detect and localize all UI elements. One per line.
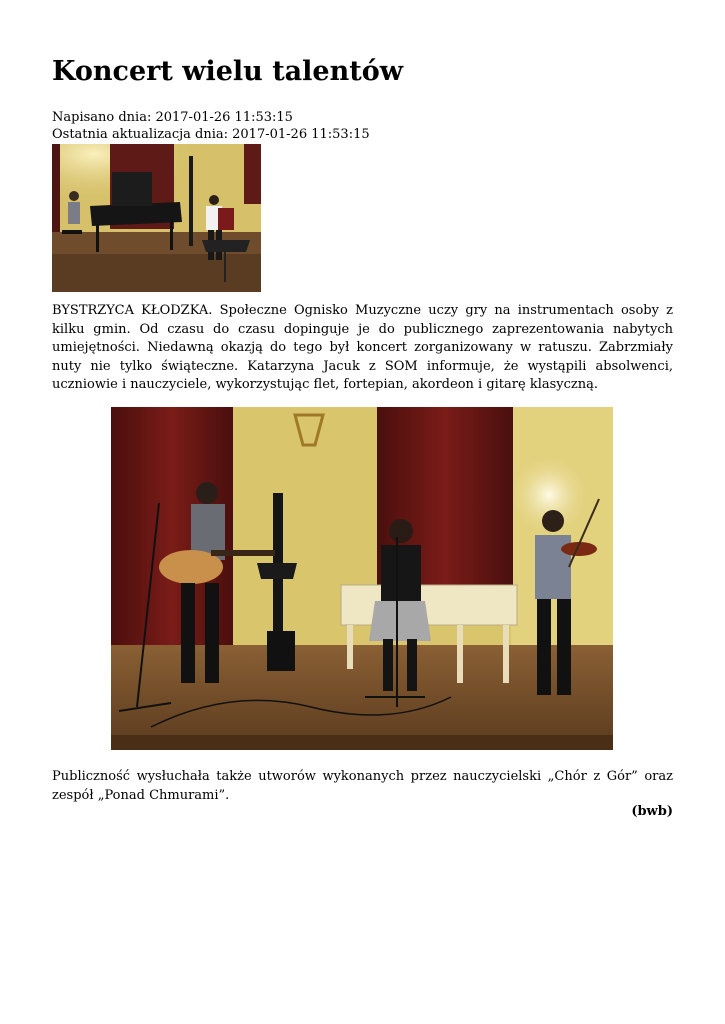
concert-photo-large [111,407,613,750]
article-paragraph: BYSTRZYCA KŁODZKA. Społeczne Ognisko Muzyczne uczy gry na instrumentach osoby z kilku gmin. Od czasu do czasu dopinguje je do publicznego zaprezentowania nabytych umiejętności. Niedawną okazją do tego był koncert zorganizowany w ratuszu. Zabrzmiały nuty nie tylko świąteczne. Katarzyna Jacuk z SOM informuje, że wystąpili absolwenci, uczniowie i nauczyciele, wykorzystując flet, fortepian, akordeon i gitarę klasyczną. [52,303,673,393]
author-signature: (bwb) [631,804,673,819]
article-meta [52,109,370,143]
page-title: Koncert wielu talentów [52,56,403,87]
updated-date: Ostatnia aktualizacja dnia: 2017-01-26 11:53:15 [52,127,370,142]
article-paragraph: Publiczność wysłuchała także utworów wykonanych przez nauczycielski „Chór z Gór” oraz zespół „Ponad Chmurami”. [52,769,673,803]
published-date: Napisano dnia: 2017-01-26 11:53:15 [52,110,293,125]
concert-photo-small [52,144,261,292]
